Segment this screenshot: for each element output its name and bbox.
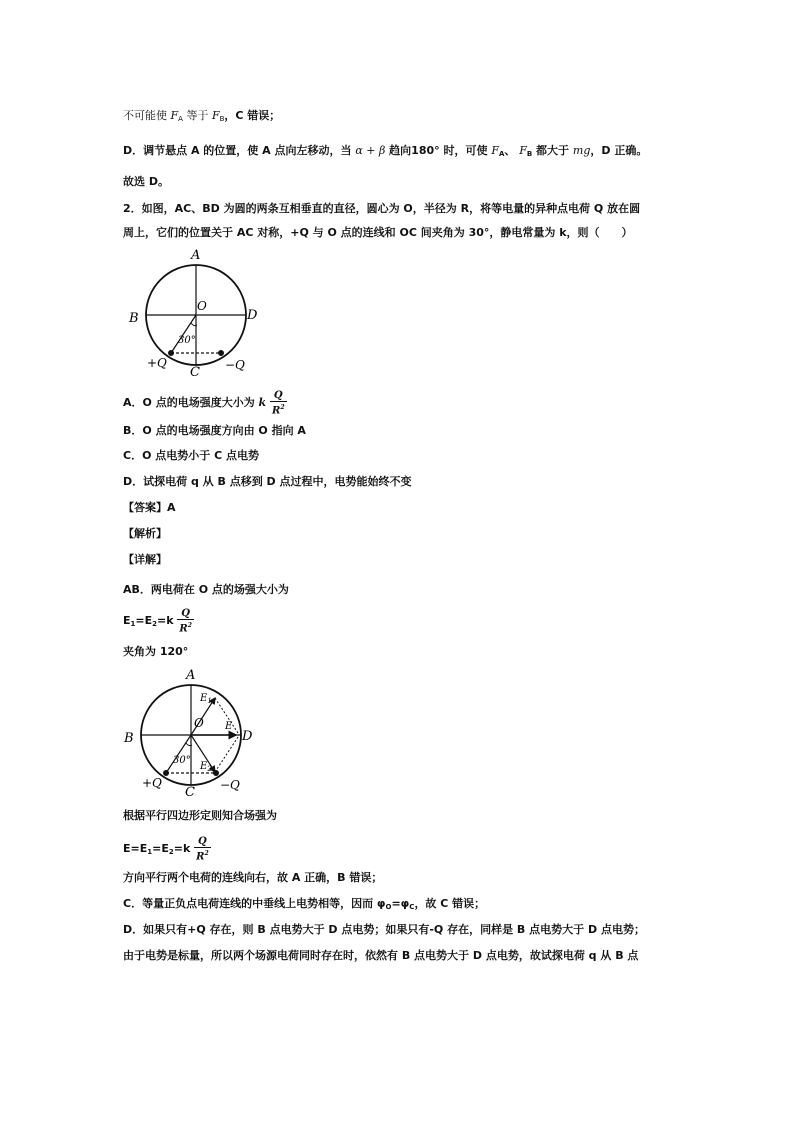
subscript: 1 xyxy=(130,620,136,629)
parallelogram-rule-line: 根据平行四边形定则知合场强为 xyxy=(123,809,277,822)
label-neg-charge: −Q xyxy=(225,358,245,372)
subscript: 2 xyxy=(152,620,157,629)
option-c: C．O 点电势小于 C 点电势 xyxy=(123,449,259,462)
option-d-explanation-line-1: D．如果只有+Q 存在，则 B 点电势大于 D 点电势；如果只有-Q 存在，同样是 B 点电势大于 D 点电势； xyxy=(123,923,645,936)
neg-charge-dot xyxy=(218,350,224,356)
subscript: A xyxy=(498,150,505,158)
label-d: D xyxy=(242,729,253,744)
eq-text: =k xyxy=(157,614,174,628)
label-o: O xyxy=(194,716,204,730)
label-a: A xyxy=(186,668,196,683)
circle-diagram-1 xyxy=(125,245,275,380)
text-span: 、 xyxy=(504,144,516,157)
neg-charge-dot xyxy=(213,770,219,776)
subscript: C xyxy=(409,903,415,911)
subscript: A xyxy=(178,115,183,123)
subscript: B xyxy=(219,115,225,123)
detail-label: 【详解】 xyxy=(123,553,167,566)
den-base: R xyxy=(179,623,188,635)
subscript: O xyxy=(385,903,392,911)
label-e1: $E_1$ xyxy=(200,693,212,705)
den-base: R xyxy=(196,851,205,863)
numerator: Q xyxy=(270,390,287,402)
question-2-line-1: 2．如图，AC、BD 为圆的两条互相垂直的直径，圆心为 O，半径为 R，将等电量的异种点电荷 Q 放在圆 xyxy=(123,202,641,215)
den-base: R xyxy=(272,405,281,417)
label-angle: 30° xyxy=(178,335,196,346)
option-a-text: A．O 点的电场强度大小为 xyxy=(123,396,255,410)
subscript: 1 xyxy=(147,848,153,857)
text-span: 趋向180° 时，可使 xyxy=(389,144,488,157)
label-a: A xyxy=(191,248,201,263)
analysis-label: 【解析】 xyxy=(123,527,167,540)
den-exp: 2 xyxy=(187,622,192,629)
label-e2: $E_2$ xyxy=(200,761,212,773)
text-span: 都大于 xyxy=(536,144,570,157)
numerator: Q xyxy=(194,836,211,848)
fraction-q-r2 xyxy=(270,390,287,416)
option-b: B．O 点的电场强度方向由 O 指向 A xyxy=(123,424,306,437)
symbol-mg: mg xyxy=(572,144,591,157)
option-d-explanation-line-2: 由于电势是标量，所以两个场源电荷同时存在时，依然有 B 点电势大于 D 点电势，故试探电荷 q 从 B 点 xyxy=(123,949,639,962)
label-c: C xyxy=(190,365,200,380)
den-exp: 2 xyxy=(204,850,209,857)
denominator xyxy=(177,620,194,634)
label-c: C xyxy=(185,785,195,800)
text-line-option-d-adjust xyxy=(123,143,647,162)
den-exp: 2 xyxy=(280,404,285,411)
parallelogram-edge-bottom xyxy=(215,737,238,772)
equation-e1-e2 xyxy=(123,608,194,634)
text-span: 不可能使 xyxy=(123,109,167,122)
direction-line: 方向平行两个电荷的连线向右，故 A 正确，B 错误； xyxy=(123,871,383,884)
text-span: D．调节悬点 A 的位置，使 A 点向左移动，当 xyxy=(123,144,352,157)
text-span: ，故 C 错误； xyxy=(414,897,486,910)
label-b: B xyxy=(124,731,134,746)
symbol-fa: F xyxy=(491,144,499,157)
eq-text: E xyxy=(123,614,131,628)
subscript: B xyxy=(526,150,533,158)
denominator xyxy=(270,402,287,416)
option-d: D．试探电荷 q 从 B 点移到 D 点过程中，电势能始终不变 xyxy=(123,475,412,488)
question-2-line-2: 周上，它们的位置关于 AC 对称，+Q 与 O 点的连线和 OC 间夹角为 30°，静电常量为 k，则（ ） xyxy=(123,226,633,239)
label-pos-charge: +Q xyxy=(142,776,162,790)
circle-diagram-2 xyxy=(120,665,270,800)
label-b: B xyxy=(129,311,139,326)
label-pos-charge: +Q xyxy=(147,356,167,370)
option-a xyxy=(123,390,287,416)
denominator xyxy=(194,848,211,862)
ab-explanation-line: AB．两电荷在 O 点的场强大小为 xyxy=(123,583,289,596)
angle-line: 夹角为 120° xyxy=(123,645,189,658)
eq-text: =E xyxy=(152,842,169,856)
fraction-q-r2 xyxy=(177,608,194,634)
symbol-fb: F xyxy=(519,144,527,157)
text-line-fa-fb xyxy=(123,108,280,127)
conclusion-line: 故选 D。 xyxy=(123,175,169,188)
eq-text: =E xyxy=(135,614,153,628)
text-span: ，D 正确。 xyxy=(590,144,648,157)
text-span: C．等量正负点电荷连线的中垂线上电势相等，因而 φ xyxy=(123,897,386,910)
label-d: D xyxy=(247,308,258,323)
text-span: ，C 错误； xyxy=(224,109,281,122)
symbol-fb: F xyxy=(211,109,220,122)
radius-to-pos-charge xyxy=(166,735,191,773)
label-angle: 30° xyxy=(173,755,191,766)
answer-label: 【答案】A xyxy=(123,501,176,514)
formula-alpha-beta: α + β xyxy=(355,144,386,157)
label-o: O xyxy=(197,299,207,313)
option-c-explanation xyxy=(123,896,485,915)
text-span: =φ xyxy=(391,897,410,910)
subscript: 2 xyxy=(168,848,174,857)
equation-e-total xyxy=(123,836,211,862)
pos-charge-dot xyxy=(168,350,174,356)
eq-text: E=E xyxy=(123,842,148,856)
fraction-q-r2 xyxy=(194,836,211,862)
pos-charge-dot xyxy=(163,770,169,776)
radius-to-pos-charge xyxy=(171,315,196,353)
eq-text: =k xyxy=(173,842,191,856)
numerator: Q xyxy=(177,608,194,620)
symbol-k: k xyxy=(258,396,267,410)
label-e: E xyxy=(225,721,233,732)
symbol-fa: F xyxy=(170,109,179,122)
label-neg-charge: −Q xyxy=(220,778,240,792)
text-span: 等于 xyxy=(186,109,209,122)
